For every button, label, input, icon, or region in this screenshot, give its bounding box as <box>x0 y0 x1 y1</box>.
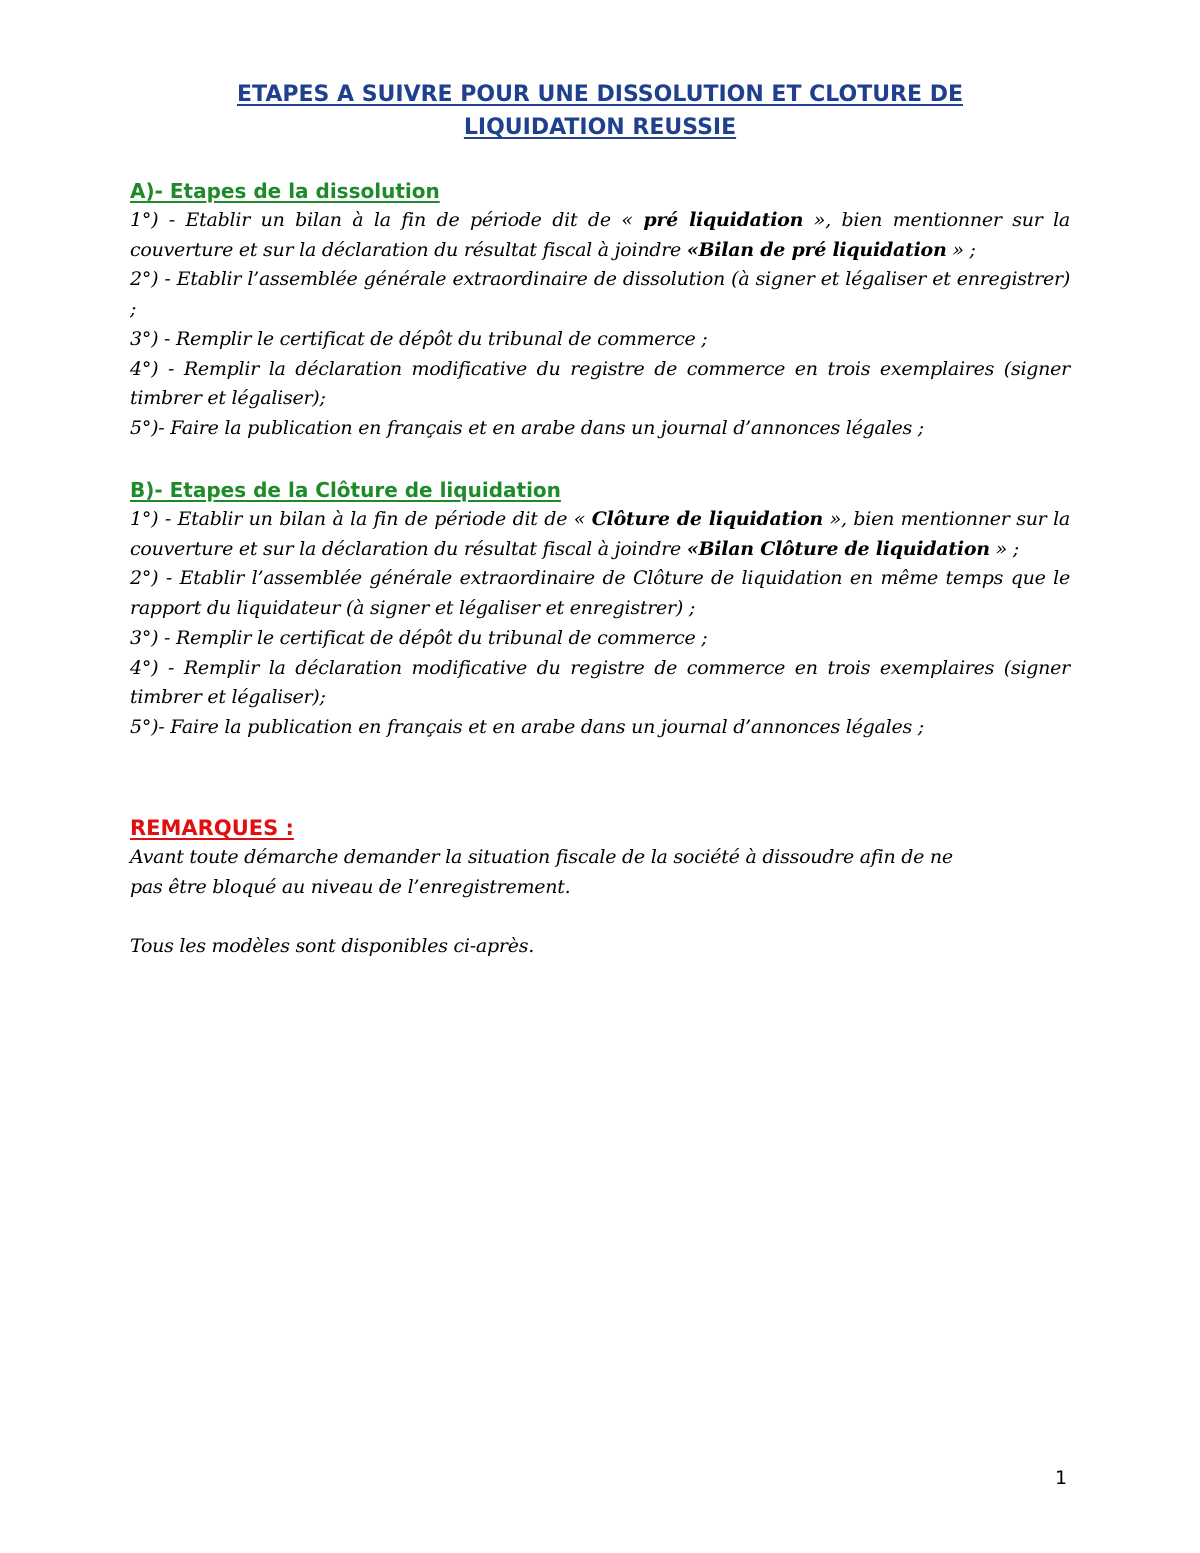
section-b-step-1 <box>130 505 1070 564</box>
remarks-paragraph-line-2: pas être bloqué au niveau de l’enregistrement. <box>130 875 571 898</box>
step-text: » ; <box>946 238 976 261</box>
title-line-1: ETAPES A SUIVRE POUR UNE DISSOLUTION ET CLOTURE DE <box>237 82 963 107</box>
step-text: Remplir la déclaration modificative du registre de commerce en trois exemplaires (signer timbrer et légaliser); <box>130 656 1070 709</box>
step-number: 2°) - <box>130 567 180 590</box>
remarks-paragraph-line-1: Avant toute démarche demander la situation fiscale de la société à dissoudre afin de ne <box>130 846 953 868</box>
remarks-section <box>130 813 1070 962</box>
section-a-heading: A)- Etapes de la dissolution <box>130 179 440 203</box>
section-dissolution <box>130 176 1070 444</box>
step-text: Faire la publication en français et en arabe dans un journal d’annonces légales ; <box>170 416 924 439</box>
step-text: » ; <box>989 537 1019 560</box>
section-cloture-liquidation <box>130 475 1070 743</box>
step-number: 1°) - <box>130 508 178 530</box>
step-number: 5°)- <box>130 715 171 738</box>
title-line-2: LIQUIDATION REUSSIE <box>463 115 737 140</box>
document-title <box>130 78 1070 144</box>
step-text: Etablir un bilan à la fin de période dit de « <box>185 209 644 231</box>
step-number: 2°) - <box>130 268 177 291</box>
step-text: Remplir le certificat de dépôt du tribunal de commerce ; <box>176 327 708 350</box>
step-bold-term: pré liquidation <box>643 209 804 231</box>
step-text: Etablir l’assemblée générale extraordinaire de Clôture de liquidation en même temps que le rapport du liquidateur (à signer et légaliser et enregistrer) ; <box>130 567 1070 620</box>
step-bold-term: «Bilan Clôture de liquidation <box>686 537 990 560</box>
section-a-step-3 <box>130 325 1070 355</box>
section-b-step-5 <box>130 713 1070 743</box>
step-bold-term: Clôture de liquidation <box>591 508 823 530</box>
step-number: 1°) - <box>130 209 186 231</box>
step-bold-term: «Bilan de pré liquidation <box>686 238 947 261</box>
section-a-step-2 <box>130 265 1070 324</box>
step-text: », bien mentionner sur la couverture et sur la déclaration du résultat fiscal à joindre <box>130 209 1071 261</box>
step-number: 3°) - <box>130 626 176 649</box>
step-text: », bien mentionner sur la couverture et sur la déclaration du résultat fiscal à joindre <box>130 508 1071 560</box>
section-b-step-2 <box>130 564 1070 623</box>
section-b-step-3 <box>130 624 1070 654</box>
step-text: Etablir l’assemblée générale extraordinaire de dissolution (à signer et légaliser et enregistrer) ; <box>130 268 1070 321</box>
section-a-step-5 <box>130 414 1070 444</box>
section-b-step-4 <box>130 654 1070 713</box>
step-text: Etablir un bilan à la fin de période dit de « <box>177 508 592 530</box>
step-number: 4°) - <box>130 357 184 380</box>
step-number: 5°)- <box>130 416 171 439</box>
step-number: 3°) - <box>130 327 176 350</box>
section-b-heading: B)- Etapes de la Clôture de liquidation <box>130 478 561 502</box>
remarks-heading: REMARQUES : <box>130 816 294 840</box>
page-number: 1 <box>1055 1467 1068 1489</box>
step-text: Remplir le certificat de dépôt du tribunal de commerce ; <box>176 626 708 649</box>
step-text: Faire la publication en français et en arabe dans un journal d’annonces légales ; <box>170 715 924 738</box>
step-number: 4°) - <box>130 656 184 679</box>
remarks-models-note: Tous les modèles sont disponibles ci-après. <box>130 935 535 958</box>
section-a-step-4 <box>130 355 1070 414</box>
section-a-step-1 <box>130 206 1070 265</box>
step-text: Remplir la déclaration modificative du registre de commerce en trois exemplaires (signer timbrer et légaliser); <box>130 357 1070 410</box>
